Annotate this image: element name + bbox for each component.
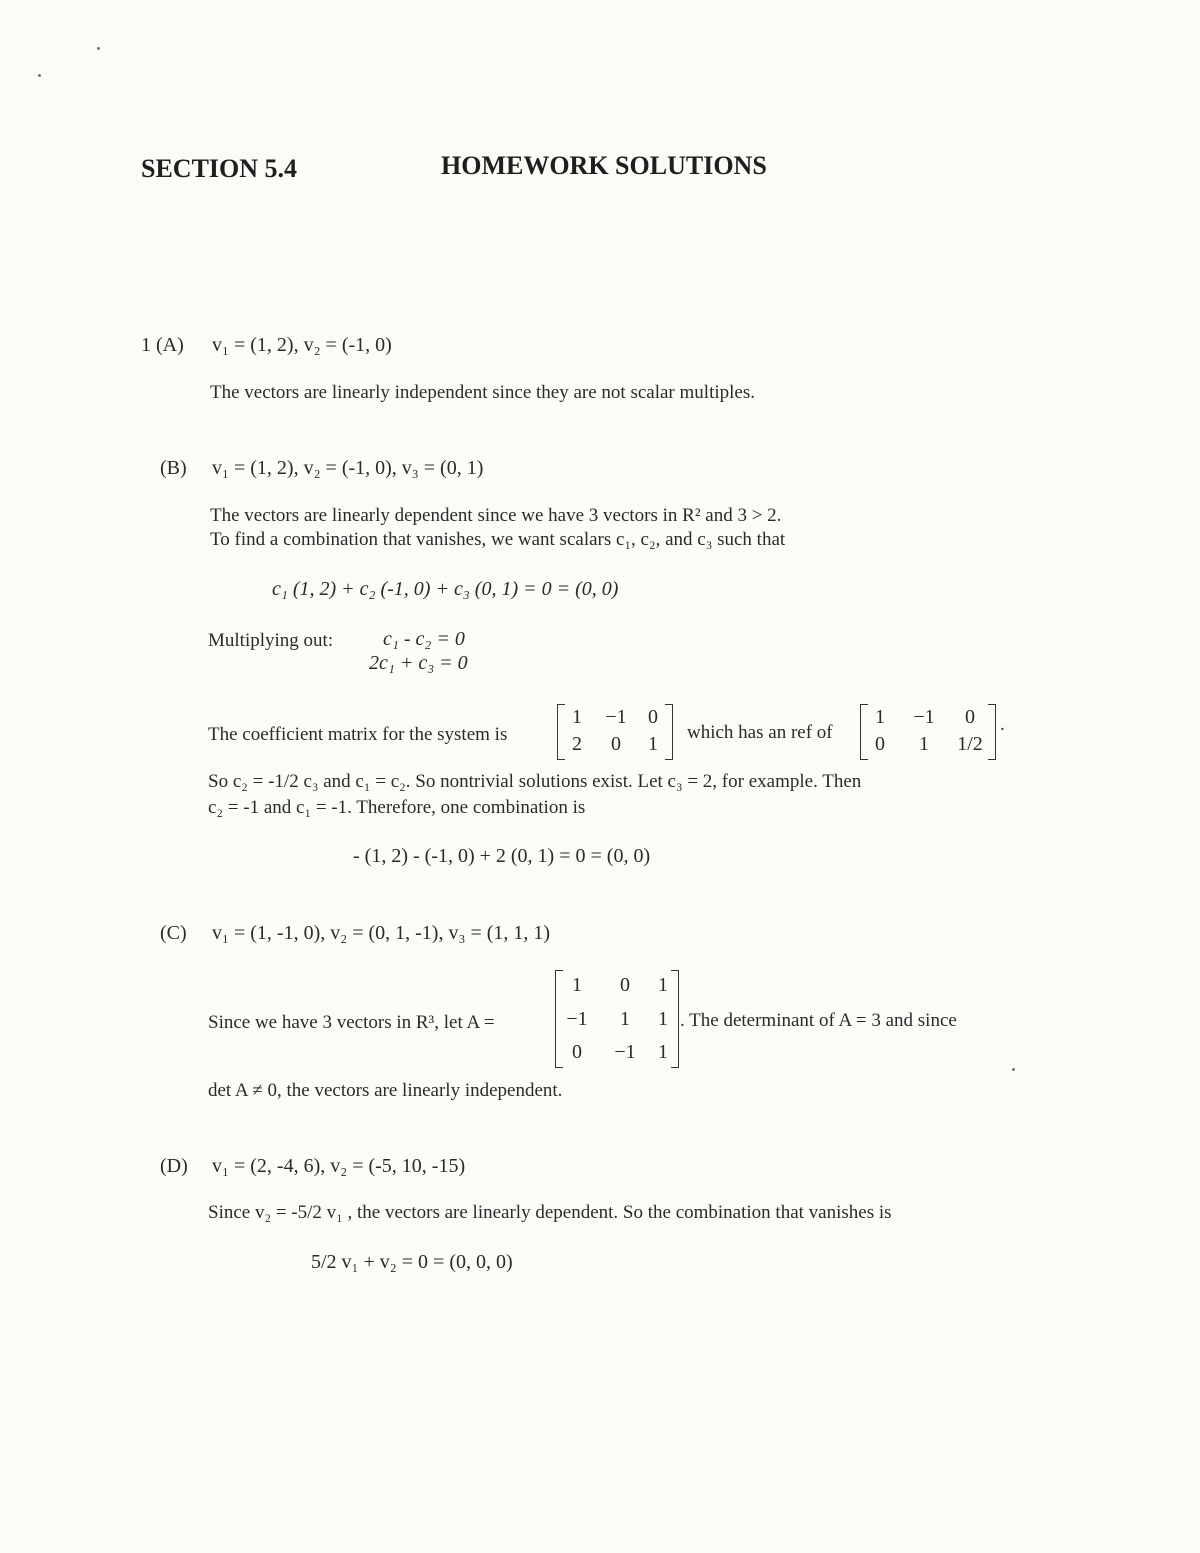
equation-1b: c₁ (1, 2) + c₂ (-1, 0) + c₃ (0, 1) = 0 = (0, 0): [272, 578, 619, 600]
matrix-a: [555, 970, 679, 1068]
det-conclusion: det A ≠ 0, the vectors are linearly independent.: [208, 1080, 563, 1101]
scan-speck: [97, 47, 100, 50]
matrix-cell: −1: [614, 1041, 636, 1063]
matrix-cell: 1: [658, 974, 668, 996]
matrix-cell: 0: [611, 733, 621, 755]
vectors-1b: v₁ = (1, 2), v₂ = (-1, 0), v₃ = (0, 1): [212, 457, 484, 479]
matrix-cell: 0: [620, 974, 630, 996]
matrix-cell: −1: [605, 706, 627, 728]
matrix-cell: 1/2: [957, 733, 983, 755]
text-1b-line1: The vectors are linearly dependent since we have 3 vectors in R² and 3 > 2.: [210, 505, 782, 526]
multiplying-label: Multiplying out:: [208, 630, 334, 651]
since-text-1c: Since we have 3 vectors in R³, let A =: [208, 1012, 495, 1033]
matrix-cell: 0: [572, 1041, 582, 1063]
matrix-cell: 1: [572, 974, 582, 996]
matrix-cell: 2: [572, 733, 582, 755]
ref-period: .: [1000, 714, 1005, 735]
ref-text: which has an ref of: [687, 722, 833, 743]
ref-matrix: [860, 704, 996, 760]
matrix-cell: −1: [913, 706, 935, 728]
so-line-1: So c₂ = -1/2 c₃ and c₁ = c₂. So nontrivial solutions exist. Let c₃ = 2, for example. Then: [208, 771, 862, 792]
text-1d: Since v₂ = -5/2 v₁ , the vectors are linearly dependent. So the combination that vanishes is: [208, 1202, 892, 1223]
system-eq-2: 2c₁ + c₃ = 0: [369, 652, 468, 674]
matrix-cell: 0: [875, 733, 885, 755]
problem-label-1c: (C): [160, 922, 187, 944]
problem-label-1a: 1 (A): [141, 334, 184, 356]
matrix-cell: 1: [658, 1008, 668, 1030]
vectors-1d: v₁ = (2, -4, 6), v₂ = (-5, 10, -15): [212, 1155, 466, 1177]
matrix-cell: 0: [648, 706, 658, 728]
text-1a: The vectors are linearly independent since they are not scalar multiples.: [210, 382, 755, 403]
problem-label-1d: (D): [160, 1155, 188, 1177]
matrix-cell: 1: [658, 1041, 668, 1063]
problem-label-1b: (B): [160, 457, 187, 479]
scan-speck: [38, 74, 41, 77]
vectors-1a: v₁ = (1, 2), v₂ = (-1, 0): [212, 334, 392, 356]
determinant-text: . The determinant of A = 3 and since: [680, 1010, 957, 1031]
matrix-cell: 1: [919, 733, 929, 755]
text-1b-line2: To find a combination that vanishes, we want scalars c₁, c₂, and c₃ such that: [210, 529, 786, 550]
equation-1d: 5/2 v₁ + v₂ = 0 = (0, 0, 0): [311, 1251, 513, 1273]
matrix-cell: −1: [566, 1008, 588, 1030]
matrix-cell: 1: [875, 706, 885, 728]
matrix-cell: 1: [620, 1008, 630, 1030]
coef-text: The coefficient matrix for the system is: [208, 724, 508, 745]
matrix-cell: 1: [572, 706, 582, 728]
section-heading: SECTION 5.4: [141, 154, 298, 183]
coefficient-matrix: [557, 704, 673, 760]
page-title: HOMEWORK SOLUTIONS: [441, 151, 767, 180]
matrix-cell: 0: [965, 706, 975, 728]
vectors-1c: v₁ = (1, -1, 0), v₂ = (0, 1, -1), v₃ = (1, 1, 1): [212, 922, 551, 944]
matrix-cell: 1: [648, 733, 658, 755]
so-line-2: c₂ = -1 and c₁ = -1. Therefore, one combination is: [208, 797, 586, 818]
scan-speck: [1012, 1068, 1015, 1071]
combination-1b: - (1, 2) - (-1, 0) + 2 (0, 1) = 0 = (0, 0): [353, 845, 651, 867]
system-eq-1: c₁ - c₂ = 0: [383, 628, 465, 650]
